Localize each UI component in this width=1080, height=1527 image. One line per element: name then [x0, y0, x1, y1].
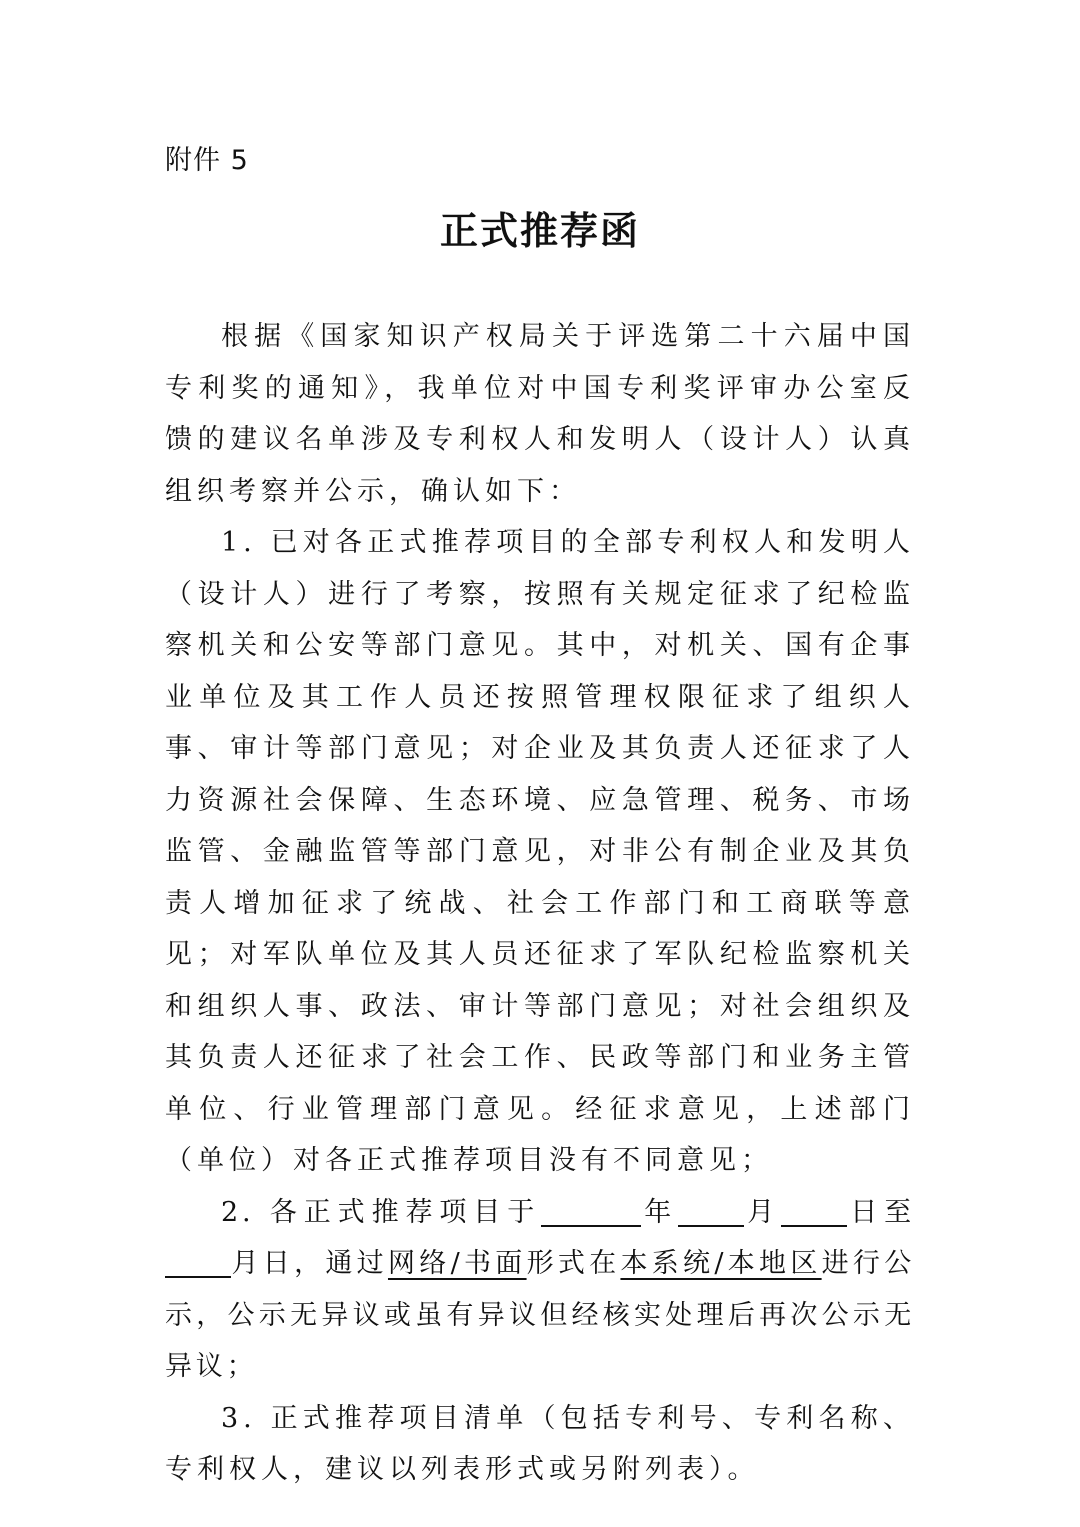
- month-blank-1: [678, 1195, 744, 1227]
- item-2-suffix: 进行公示，公示无异议或虽有异议但经核实处理后再次公示无异议；: [165, 1248, 915, 1382]
- page-title: 正式推荐函: [439, 209, 640, 253]
- item-3-paragraph: 3. 正式推荐项目清单（包括专利号、专利名称、专利权人，建议以列表形式或另附列表）。: [165, 1402, 915, 1485]
- item-2-paragraph: [165, 1187, 915, 1393]
- intro-paragraph: 根据《国家知识产权局关于评选第二十六届中国专利奖的通知》，我单位对中国专利奖评审办公室反馈的建议名单涉及专利权人和发明人（设计人）认真组织考察并公示，确认如下：: [165, 321, 915, 507]
- day-blank-1: [781, 1195, 847, 1227]
- form-option: 网络/书面: [387, 1248, 527, 1279]
- item-2-prefix: 2. 各正式推荐项目于: [221, 1196, 542, 1228]
- item-1-paragraph: 1. 已对各正式推荐项目的全部专利权人和发明人（设计人）进行了考察，按照有关规定征求了纪检监察机关和公安等部门意见。其中，对机关、国有企事业单位及其工作人员还按照管理权限征求了组织人事、审计等部门意见；对企业及其负责人还征求了人力资源社会保障、生态环境、应急管理、税务、市场监管、金融监管等部门意见，对非公有制企业及其负责人增加征求了统战、社会工作部门和工商联等意见；对军队单位及其人员还征求了军队纪检监察机关和组织人事、政法、审计等部门意见；对社会组织及其负责人还征求了社会工作、民政等部门和业务主管单位、行业管理部门意见。经征求意见，上述部门（单位）对各正式推荐项目没有不同意见；: [165, 527, 915, 1176]
- attachment-label: 附件 5: [165, 145, 249, 176]
- scope-option: 本系统/本地区: [620, 1248, 822, 1279]
- year-blank: [541, 1195, 641, 1227]
- day-via-text: 日，通过: [262, 1248, 388, 1279]
- letter-body: [165, 311, 915, 1496]
- month-unit-2: 月: [231, 1248, 263, 1279]
- year-unit: 年: [641, 1196, 679, 1228]
- month-unit-1: 月: [744, 1196, 782, 1228]
- form-in-text: 形式在: [526, 1248, 621, 1279]
- day-to-text: 日至: [847, 1196, 915, 1228]
- month-blank-2: [165, 1246, 231, 1278]
